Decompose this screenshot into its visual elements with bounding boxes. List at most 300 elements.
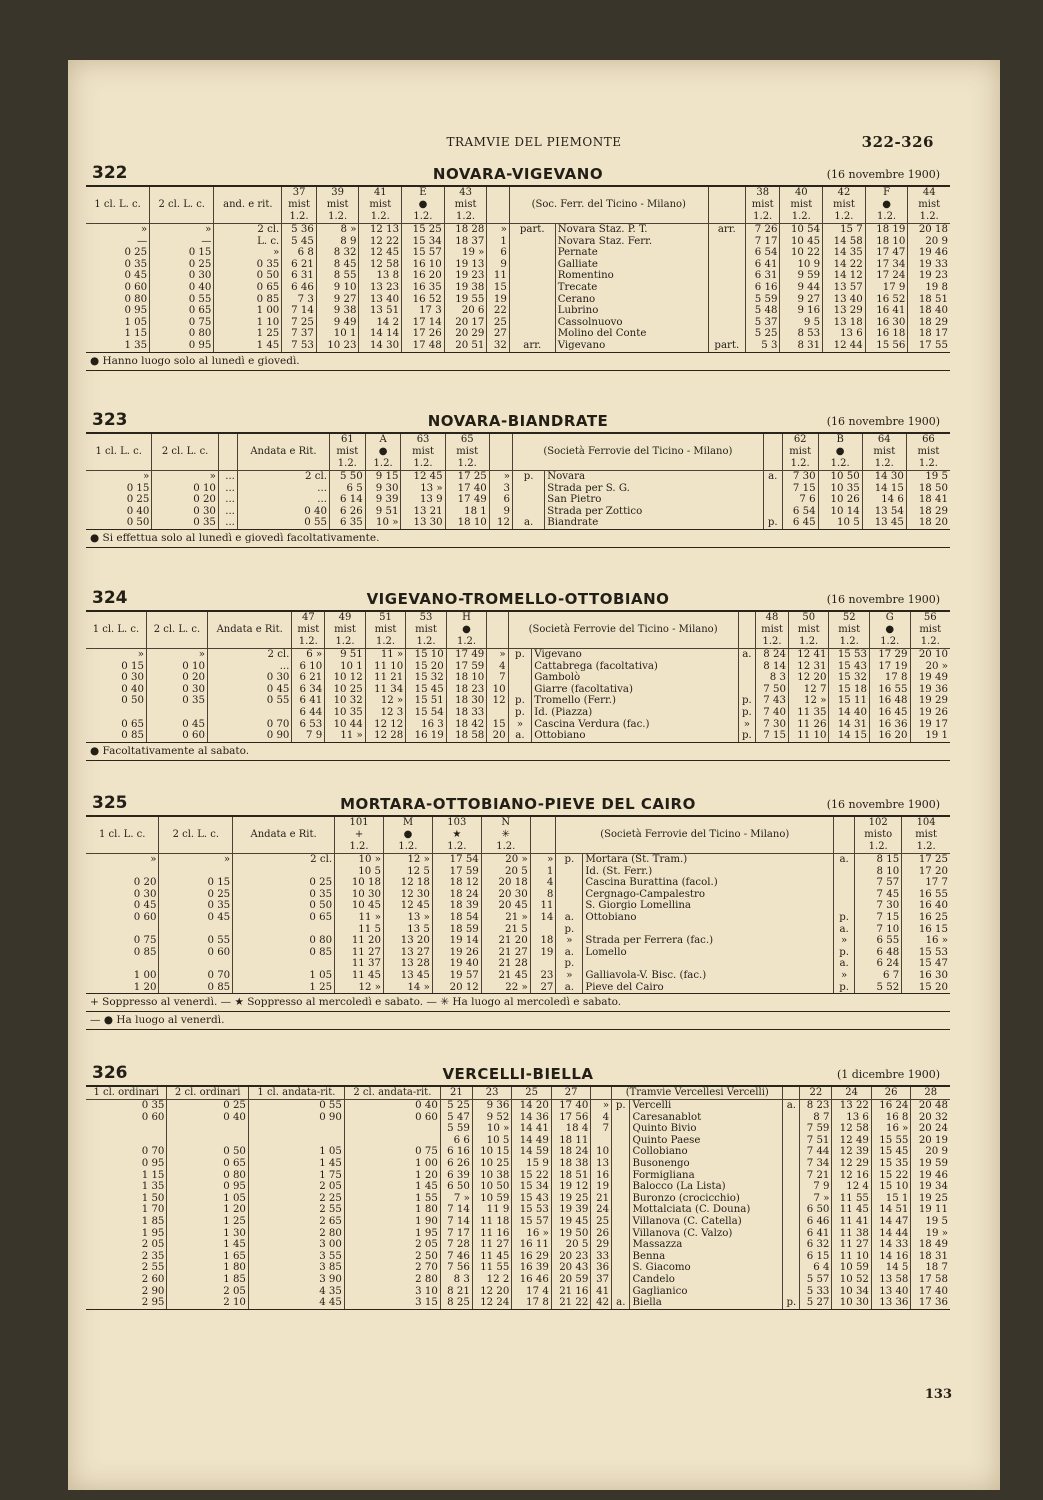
timetable-row xyxy=(86,270,950,282)
time-cell-down: 14 30 xyxy=(359,340,402,352)
timetable-row xyxy=(86,649,950,661)
time-cell-up: 16 30 xyxy=(865,317,908,329)
time-cell-up: 13 18 xyxy=(823,317,866,329)
time-cell-down: 18 39 xyxy=(432,900,481,912)
timetable-row xyxy=(86,1251,950,1263)
time-cell-down: 10 » xyxy=(365,517,401,529)
section-header xyxy=(86,410,950,434)
km-cell: 22 xyxy=(487,305,509,317)
dep-arr-mark-up xyxy=(708,317,745,329)
time-cell-down: 16 29 xyxy=(512,1251,552,1263)
time-cell-up: 7 17 xyxy=(745,236,780,248)
fare-cell: 0 45 xyxy=(146,719,207,731)
dep-arr-mark-up: a. xyxy=(738,649,756,661)
train-kind: mist xyxy=(336,446,359,457)
time-cell-up: 19 34 xyxy=(911,1181,950,1193)
time-cell-down: 11 37 xyxy=(335,958,384,970)
time-cell-up: 6 31 xyxy=(745,270,780,282)
time-cell-up: 10 5 xyxy=(818,517,862,529)
time-cell-down: 13 23 xyxy=(359,282,402,294)
time-cell-up: 18 50 xyxy=(906,483,950,495)
fare-cell: 1 65 xyxy=(167,1251,249,1263)
fare-cell: 0 75 xyxy=(150,317,214,329)
fare-cell: 0 25 xyxy=(126,494,150,506)
train-header-down xyxy=(445,434,489,471)
fare-cell: 2 80 xyxy=(248,1228,344,1240)
fare-cell: 0 70 xyxy=(159,970,233,982)
time-cell-down: 19 40 xyxy=(432,958,481,970)
time-cell-down: 19 38 xyxy=(444,282,487,294)
km-cell: 10 xyxy=(591,1146,612,1158)
dep-arr-mark xyxy=(612,1239,630,1251)
dep-arr-mark xyxy=(509,328,555,340)
fare-cell: 2 55 xyxy=(248,1204,344,1216)
company-header: (Tramvie Vercellesi Vercelli) xyxy=(612,1087,783,1100)
fare-cell: 2 cl. xyxy=(214,224,282,236)
dep-arr-mark-up xyxy=(708,305,745,317)
time-cell-down: 20 51 xyxy=(444,340,487,352)
time-cell-up: 18 29 xyxy=(908,317,950,329)
time-cell-down: 15 34 xyxy=(402,236,445,248)
fare-cell xyxy=(86,1135,167,1147)
timetable-row xyxy=(86,1193,950,1205)
fare-cell: 0 45 xyxy=(133,900,157,912)
timetable-row xyxy=(86,1239,950,1251)
train-header-down xyxy=(383,817,432,854)
km-cell xyxy=(487,707,508,719)
time-cell-down: 17 54 xyxy=(432,854,481,866)
fare-cell: 0 35 xyxy=(214,259,282,271)
station-name: Id. (Piazza) xyxy=(532,707,738,719)
section-header xyxy=(86,588,950,612)
fare-cell: 0 90 xyxy=(207,730,291,742)
train-num: 47 xyxy=(301,612,315,623)
time-cell-up: 8 7 xyxy=(800,1112,832,1124)
time-cell-up: 15 18 xyxy=(829,684,870,696)
fare-cell: 1 80 xyxy=(167,1262,249,1274)
time-cell-up: 6 4 xyxy=(800,1262,832,1274)
train-cl: 1.2. xyxy=(916,841,936,852)
km-cell: 18 xyxy=(530,935,556,947)
dep-arr-mark xyxy=(612,1274,630,1286)
dep-arr-mark xyxy=(612,1228,630,1240)
time-cell-up: 17 20 xyxy=(902,866,950,878)
dep-arr-mark xyxy=(556,866,583,878)
time-cell-up: 7 51 xyxy=(800,1135,832,1147)
dep-arr-mark xyxy=(612,1216,630,1228)
time-cell-down: 7 3 xyxy=(282,294,317,306)
train-header-down xyxy=(551,1087,591,1100)
time-cell-up: 7 40 xyxy=(756,707,789,719)
dep-arr-mark xyxy=(509,236,555,248)
dep-arr-mark-up xyxy=(783,1286,800,1298)
time-cell-down: 11 » xyxy=(365,649,406,661)
time-cell-down: 15 53 xyxy=(512,1204,552,1216)
time-cell-up: 7 6 xyxy=(782,494,818,506)
fare-cell: 0 10 xyxy=(146,661,207,673)
time-cell-up: 15 7 xyxy=(823,224,866,236)
time-cell-up: 10 50 xyxy=(818,471,862,483)
time-cell-up: 12 20 xyxy=(788,672,829,684)
time-cell-down: 17 49 xyxy=(445,494,489,506)
time-cell-down: 16 35 xyxy=(402,282,445,294)
time-cell-up: 7 34 xyxy=(800,1158,832,1170)
fare-cell: 0 25 xyxy=(124,247,148,259)
section-header xyxy=(86,1063,950,1087)
fare-cell: 1 70 xyxy=(141,1204,165,1216)
time-cell-down: 11 45 xyxy=(472,1251,512,1263)
time-cell-down: 10 12 xyxy=(325,672,366,684)
station-name: Pieve del Cairo xyxy=(583,982,834,994)
fare-cell: 1 95 xyxy=(141,1227,165,1239)
time-cell-down: 19 50 xyxy=(551,1228,591,1240)
fare-cell: — xyxy=(136,235,148,247)
km-header xyxy=(487,612,508,649)
time-cell-down: 14 » xyxy=(383,982,432,994)
section-date: (16 novembre 1900) xyxy=(826,168,940,181)
time-cell-up: 8 31 xyxy=(780,340,823,352)
dep-arr-mark: a. xyxy=(612,1297,630,1309)
fare-cell: » xyxy=(150,224,214,236)
time-cell-down: 7 14 xyxy=(440,1204,472,1216)
time-cell-up: 16 » xyxy=(902,935,950,947)
time-cell-up: 7 30 xyxy=(756,719,789,731)
time-cell-up: 13 57 xyxy=(823,282,866,294)
section-title: MORTARA-OTTOBIANO-PIEVE DEL CAIRO xyxy=(340,795,696,813)
km-cell: 23 xyxy=(530,970,556,982)
time-cell-down: 12 20 xyxy=(472,1286,512,1298)
km-cell xyxy=(530,924,556,936)
fare-cell: 0 95 xyxy=(150,340,214,352)
train-kind: mist xyxy=(915,829,938,840)
fare-cell: 1 20 xyxy=(167,1204,249,1216)
train-kind: + xyxy=(354,829,364,840)
train-kind: misto xyxy=(864,829,893,840)
section-322 xyxy=(86,163,950,371)
fare-cell: 4 35 xyxy=(248,1286,344,1298)
section-number: 325 xyxy=(92,793,128,813)
dep-arr-mark: p. xyxy=(612,1100,630,1112)
dep-arr-mark-up xyxy=(763,483,782,495)
time-cell-down: 18 54 xyxy=(432,912,481,924)
time-cell-up: 8 10 xyxy=(855,866,902,878)
train-header-down xyxy=(444,187,487,224)
fare-cell: 0 35 xyxy=(124,258,148,270)
fare-cell: 0 80 xyxy=(233,935,335,947)
time-cell-up: 15 53 xyxy=(902,947,950,959)
section-header xyxy=(86,793,950,817)
dep-arr-mark: p. xyxy=(508,707,532,719)
timetable-row xyxy=(86,317,950,329)
time-cell-up: 17 55 xyxy=(908,340,950,352)
dep-arr-mark: p. xyxy=(513,471,545,483)
train-num: 63 xyxy=(416,434,430,445)
train-num: 62 xyxy=(793,434,807,445)
fare-cell: 1 15 xyxy=(141,1169,165,1181)
time-cell-up: 16 55 xyxy=(902,889,950,901)
train-header-up xyxy=(862,434,906,471)
station-name: Candelo xyxy=(630,1274,783,1286)
time-cell-up: 17 40 xyxy=(911,1286,950,1298)
time-cell-up: 7 10 xyxy=(855,924,902,936)
timetable-row xyxy=(86,912,950,924)
time-cell-down: 7 25 xyxy=(282,317,317,329)
dep-arr-mark xyxy=(612,1286,630,1298)
station-name: Cerano xyxy=(555,294,708,306)
time-cell-down: 13 30 xyxy=(401,517,445,529)
time-cell-up: 14 40 xyxy=(829,707,870,719)
time-cell-up: 19 5 xyxy=(906,471,950,483)
train-cl: 1.2. xyxy=(799,636,819,647)
fare-cell: 1 35 xyxy=(86,340,150,352)
time-cell-down: 18 11 xyxy=(551,1135,591,1147)
fare-cell: 0 15 xyxy=(150,247,214,259)
time-cell-down: 18 10 xyxy=(446,672,487,684)
train-cl: 1.2. xyxy=(920,636,940,647)
time-cell-down: 15 57 xyxy=(512,1216,552,1228)
timetable-page xyxy=(68,60,1000,1490)
fare-cell: 0 20 xyxy=(133,877,157,889)
time-cell-up: 9 16 xyxy=(780,305,823,317)
fare-cell: 0 30 xyxy=(146,684,207,696)
station-name: Mottalciata (C. Douna) xyxy=(630,1204,783,1216)
train-header-up xyxy=(782,434,818,471)
km-cell: » xyxy=(487,224,509,236)
time-cell-up: 16 24 xyxy=(871,1100,911,1112)
km-cell: 11 xyxy=(487,270,509,282)
train-kind: mist xyxy=(790,199,813,210)
section-326 xyxy=(86,1063,950,1310)
fare-cell: 0 80 xyxy=(167,1170,249,1182)
timetable-row xyxy=(86,1228,950,1240)
time-cell-up: 14 15 xyxy=(829,730,870,742)
fare-cell: 2 cl. xyxy=(237,471,329,483)
timetable-row xyxy=(86,947,950,959)
fare-cell: 3 00 xyxy=(248,1239,344,1251)
running-title: TRAMVIE DEL PIEMONTE xyxy=(446,135,622,149)
dep-arr-mark-up xyxy=(763,506,782,518)
time-cell-down: 17 59 xyxy=(446,661,487,673)
timetable-row xyxy=(86,1112,950,1124)
train-header-down xyxy=(335,817,384,854)
section-title: NOVARA-BIANDRATE xyxy=(427,412,609,430)
price-column-header: 1 cl. L. c. xyxy=(86,817,159,854)
train-kind: ★ xyxy=(452,829,462,840)
time-cell-up: 16 20 xyxy=(869,730,910,742)
fare-cell: 2 80 xyxy=(344,1274,440,1286)
train-num: 25 xyxy=(525,1087,538,1098)
time-cell-down: 12 » xyxy=(335,982,384,994)
time-cell-down: 8 32 xyxy=(316,247,359,259)
km-cell: 21 xyxy=(591,1193,612,1205)
time-cell-up: 10 30 xyxy=(832,1297,872,1309)
time-cell-down: 14 49 xyxy=(512,1135,552,1147)
dep-arr-mark-up xyxy=(783,1170,800,1182)
train-header-down xyxy=(481,817,530,854)
km-cell: 13 xyxy=(591,1158,612,1170)
station-name: Strada per Ferrera (fac.) xyxy=(583,935,834,947)
fare-cell: 0 55 xyxy=(150,294,214,306)
dep-arr-mark-up xyxy=(834,877,855,889)
time-cell-down: 10 32 xyxy=(325,695,366,707)
price-column-header: 2 cl. L. c. xyxy=(159,817,233,854)
time-cell-up: 16 52 xyxy=(865,294,908,306)
fare-cell: 1 05 xyxy=(248,1146,344,1158)
dep-arr-mark: a. xyxy=(513,517,545,529)
fare-cell: 1 90 xyxy=(344,1216,440,1228)
fare-cell: 1 45 xyxy=(167,1239,249,1251)
time-cell-down: 15 54 xyxy=(406,707,447,719)
timetable-row xyxy=(86,924,950,936)
train-kind: mist xyxy=(761,624,783,635)
km-cell: » xyxy=(489,471,512,483)
time-cell-down: 9 27 xyxy=(316,294,359,306)
time-cell-up: 13 22 xyxy=(832,1100,872,1112)
fare-cell: 0 45 xyxy=(159,912,233,924)
train-cl: 1.2. xyxy=(753,211,773,222)
time-cell-up: 18 49 xyxy=(911,1239,950,1251)
time-cell-up: 11 45 xyxy=(832,1204,872,1216)
fare-cell: 2 10 xyxy=(167,1297,249,1309)
train-kind: mist xyxy=(454,199,477,210)
time-cell-down: 10 38 xyxy=(472,1170,512,1182)
km-cell xyxy=(530,958,556,970)
fare-cell: 2 05 xyxy=(141,1239,165,1251)
train-num: 65 xyxy=(460,434,474,445)
km-cell: 19 xyxy=(487,294,509,306)
station-name: Novara Staz. P. T. xyxy=(555,224,708,236)
station-name: Ottobiano xyxy=(532,730,738,742)
time-cell-up: 7 43 xyxy=(756,695,789,707)
km-header xyxy=(591,1087,612,1100)
train-cl: 1.2. xyxy=(370,211,390,222)
time-cell-down: 12 45 xyxy=(383,900,432,912)
fare-cell: 0 55 xyxy=(248,1100,344,1112)
time-cell-up: 14 6 xyxy=(862,494,906,506)
train-num: B xyxy=(836,434,844,445)
time-cell-down: 16 19 xyxy=(406,730,447,742)
timetable-row xyxy=(86,1204,950,1216)
time-cell-down: 6 41 xyxy=(292,695,325,707)
time-cell-down: 6 21 xyxy=(282,259,317,271)
section-324 xyxy=(86,588,950,761)
train-header-down xyxy=(365,612,406,649)
time-cell-up: 16 36 xyxy=(869,719,910,731)
dep-arr-mark xyxy=(508,672,532,684)
timetable-row xyxy=(86,1297,950,1309)
time-cell-up: 18 19 xyxy=(865,224,908,236)
time-cell-up: 6 48 xyxy=(855,947,902,959)
price-column-header: 2 cl. ordinari xyxy=(167,1087,249,1100)
section-note: ● Hanno luogo solo al lunedì e giovedì. xyxy=(86,353,950,371)
time-cell-down: 12 58 xyxy=(359,259,402,271)
train-header-up xyxy=(911,1087,950,1100)
time-cell-down: 19 26 xyxy=(432,947,481,959)
train-num: G xyxy=(885,612,894,623)
km-cell: 6 xyxy=(487,247,509,259)
timetable-row xyxy=(86,1158,950,1170)
train-kind: mist xyxy=(833,199,855,210)
station-name: Romentino xyxy=(555,270,708,282)
time-cell-up: 15 43 xyxy=(829,661,870,673)
km-cell: 32 xyxy=(487,340,509,352)
train-kind: mist xyxy=(456,446,479,457)
train-cl: 1.2. xyxy=(791,211,811,222)
time-cell-up: 19 59 xyxy=(911,1158,950,1170)
fare-cell: ... xyxy=(207,661,291,673)
time-cell-down: 12 » xyxy=(365,695,406,707)
time-cell-down: 7 14 xyxy=(440,1216,472,1228)
fare-cell: 0 25 xyxy=(150,259,214,271)
timetable xyxy=(86,187,950,353)
time-cell-down: 6 16 xyxy=(440,1146,472,1158)
dep-arr-mark-up xyxy=(783,1158,800,1170)
time-cell-down: 18 59 xyxy=(432,924,481,936)
train-cl: 1.2. xyxy=(457,458,477,469)
train-header-up xyxy=(780,187,823,224)
dep-arr-mark-up xyxy=(783,1146,800,1158)
time-cell-up: 13 58 xyxy=(871,1274,911,1286)
station-name: Collobiano xyxy=(630,1146,783,1158)
fare-cell: 3 55 xyxy=(248,1251,344,1263)
km-cell: 9 xyxy=(489,506,512,518)
timetable-row xyxy=(86,340,950,352)
train-num: 21 xyxy=(449,1087,463,1098)
time-cell-down: 6 39 xyxy=(440,1170,472,1182)
dep-arr-mark: a. xyxy=(508,730,532,742)
dep-arr-mark: p. xyxy=(508,649,532,661)
time-cell-up: 8 14 xyxy=(756,661,789,673)
time-cell-down: 10 59 xyxy=(472,1193,512,1205)
time-cell-up: 19 17 xyxy=(910,719,950,731)
price-column-header xyxy=(218,434,237,471)
dep-arr-mark-up: » xyxy=(834,970,855,982)
timetable-row xyxy=(86,259,950,271)
km-cell: 37 xyxy=(591,1274,612,1286)
time-cell-up: 19 1 xyxy=(910,730,950,742)
train-header-down xyxy=(406,612,447,649)
time-cell-down: 10 45 xyxy=(335,900,384,912)
time-cell-down: 21 5 xyxy=(481,924,530,936)
fare-cell: 2 60 xyxy=(141,1273,165,1285)
time-cell-up: 18 20 xyxy=(906,517,950,529)
time-cell-up: 7 9 xyxy=(800,1181,832,1193)
time-cell-up: 19 8 xyxy=(908,282,950,294)
time-cell-down: 6 14 xyxy=(329,494,365,506)
time-cell-up: 18 31 xyxy=(911,1251,950,1263)
time-cell-down: 17 59 xyxy=(432,866,481,878)
company-header: (Società Ferrovie del Ticino - Milano) xyxy=(508,612,738,649)
time-cell-up: 15 56 xyxy=(865,340,908,352)
time-cell-up: 5 3 xyxy=(745,340,780,352)
dep-arr-mark xyxy=(612,1181,630,1193)
timetable-row xyxy=(86,672,950,684)
time-cell-down: 17 8 xyxy=(512,1297,552,1309)
fare-cell: 3 10 xyxy=(344,1286,440,1298)
time-cell-up: 8 23 xyxy=(800,1100,832,1112)
dep-arr-mark-up xyxy=(834,900,855,912)
fare-cell: 0 35 xyxy=(141,1100,165,1111)
train-num: 39 xyxy=(331,187,345,198)
time-cell-down: 10 1 xyxy=(316,328,359,340)
time-cell-down: 9 49 xyxy=(316,317,359,329)
fare-cell: 0 75 xyxy=(344,1146,440,1158)
section-number: 322 xyxy=(92,163,128,183)
time-cell-down: 12 3 xyxy=(365,707,406,719)
dep-arr-mark-up: arr. xyxy=(708,224,745,236)
train-header-down xyxy=(365,434,401,471)
train-kind: mist xyxy=(838,624,861,635)
